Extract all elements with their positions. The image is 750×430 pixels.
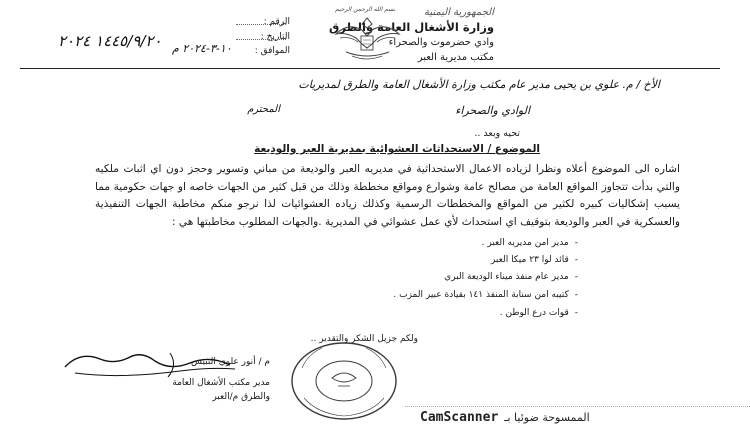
addressee-line1: الأخ / م. علوي بن يحيى مدير عام مكتب وزارة الأشغال العامة والطرق لمديريات	[298, 78, 660, 91]
recipient-text: قوات درع الوطن .	[499, 308, 569, 318]
header-country: الجمهورية اليمنية	[423, 7, 494, 18]
recipient-text: مدير عام منفذ ميناء الوديعة البري	[444, 272, 569, 282]
handwritten-date: ١٤٤٥/٩/٢٠ ٢٠٢٤	[58, 32, 162, 50]
bullet-dash: -	[574, 272, 578, 282]
addressee-line3: المحترم	[247, 104, 280, 115]
recipient-text: كتيبه امن سنابة المنفذ ١٤١ بقيادة عبير المزب .	[393, 290, 569, 300]
bullet-dash: -	[574, 238, 578, 248]
ref-corresponding-value: ١٠-٣-٢٠٢٤ م	[172, 42, 232, 55]
ref-date-dots	[236, 39, 286, 40]
basmala: بسم الله الرحمن الرحيم	[335, 6, 396, 13]
header-office: مكتب مديرية العبر	[417, 52, 494, 63]
body-paragraph: اشاره الى الموضوع أعلاه ونظرا لزياده الاعمال الاستحداثية في مديريه العبر والوديعة من مباني وتسوير وحجز دون اي اثبات ملكيه والتي بدأت تتجاوز المواقع العامة من مصالح عامة وشوارع ومواقع مخططة وذلك من قبل كثير من الجهات خاصه او جهات حكومية مما يسبب إشكاليات كبيره لكثير من المواقع والمخططات الرسمية وكذلك زياده العشوائيات لذا نرجو منكم مخاطبة الجهات التنفيذية والعسكرية في العبر والوديعة بتوقيف اي استحداث لأي عمل عشوائي في المديرية .والجهات المطلوب مخاطبتها هي :	[95, 163, 680, 228]
addressee-line2: الوادي والصحراء	[455, 104, 530, 117]
footer-divider	[405, 406, 750, 407]
greeting: تحيه وبعد ..	[474, 128, 520, 139]
recipient-item	[491, 255, 578, 265]
signature-name: م / أنور علوي التبيس	[191, 357, 270, 367]
signature-title: مدير مكتب الأشغال العامة	[172, 378, 270, 388]
recipient-item	[444, 272, 578, 282]
scanner-prefix: الممسوحة ضوئيا بـ	[504, 411, 590, 424]
bullet-dash: -	[574, 255, 578, 265]
bullet-dash: -	[574, 308, 578, 318]
header-ministry: وزارة الأشغال العامة والطرق	[329, 20, 494, 34]
recipient-item	[500, 308, 578, 318]
header-divider	[20, 68, 720, 69]
scanner-watermark	[420, 410, 590, 425]
subject-heading: الموضوع / الاستحداثات العشوائية بمديرية العبر والوديعة	[254, 143, 540, 155]
signature-title-2: والطرق م/العبر	[212, 392, 270, 402]
ref-date-label: التاريخ :	[260, 32, 290, 42]
recipient-text: قائد لوا ٢٣ ميكا العبر	[490, 255, 569, 265]
ref-number-label: الرقم :	[263, 17, 290, 27]
closing: ولكم جزيل الشكر والتقدير ..	[310, 334, 418, 344]
bullet-dash: -	[574, 290, 578, 300]
ref-number-dots	[236, 24, 286, 25]
yemen-emblem-icon	[330, 14, 405, 64]
official-stamp	[288, 338, 400, 424]
header-region: وادي حضرموت والصحراء	[388, 37, 494, 48]
ref-corresponding-label: الموافق :	[254, 46, 290, 56]
recipient-item	[393, 290, 578, 300]
recipient-item	[482, 238, 578, 248]
scanner-brand: CamScanner	[420, 410, 499, 425]
recipient-text: مدير امن مديريه العبر .	[481, 238, 569, 248]
